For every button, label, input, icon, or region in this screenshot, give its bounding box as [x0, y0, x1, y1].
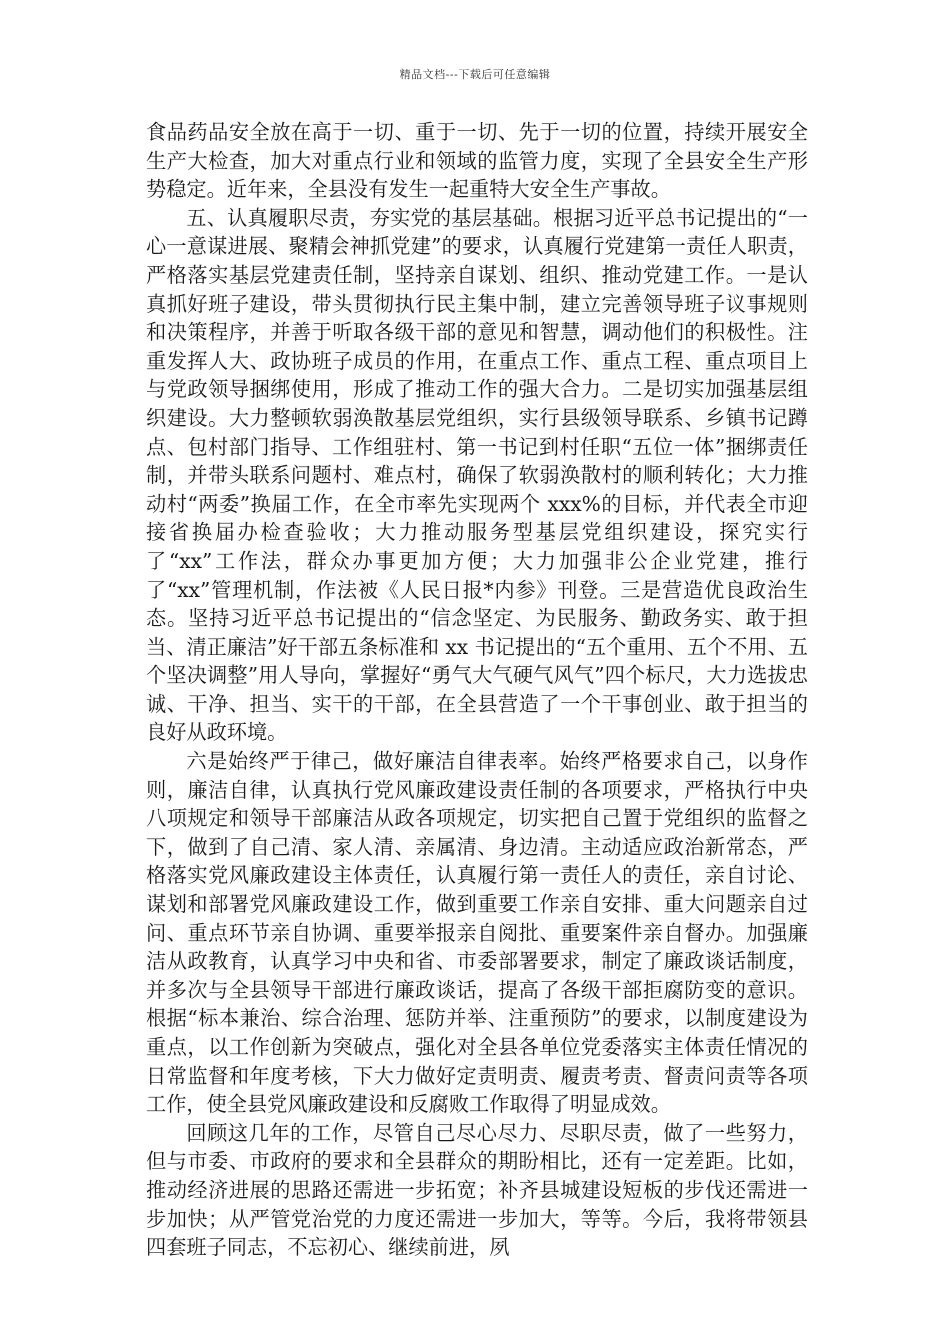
- paragraph: 六是始终严于律己，做好廉洁自律表率。始终严格要求自己，以身作则，廉洁自律，认真执行党风廉政建设责任制的各项要求，严格执行中央八项规定和领导干部廉洁从政各项规定，切实把自己置于党组织的监督之下，做到了自己清、家人清、亲属清、身边清。主动适应政治新常态，严格落实党风廉政建设主体责任，认真履行第一责任人的责任，亲自讨论、谋划和部署党风廉政建设工作，做到重要工作亲自安排、重大问题亲自过问、重点环节亲自协调、重要举报亲自阅批、重要案件亲自督办。加强廉洁从政教育，认真学习中央和省、市委部署要求，制定了廉政谈话制度，并多次与全县领导干部进行廉政谈话，提高了各级干部拒腐防变的意识。根据“标本兼治、综合治理、惩防并举、注重预防”的要求，以制度建设为重点，以工作创新为突破点，强化对全县各单位党委落实主体责任情况的日常监督和年度考核，下大力做好定责明责、履责考责、督责问责等各项工作，使全县党风廉政建设和反腐败工作取得了明显成效。: [146, 749, 808, 1117]
- paragraph: 回顾这几年的工作，尽管自己尽心尽力、尽职尽责，做了一些努力，但与市委、市政府的要求和全县群众的期盼相比，还有一定差距。比如，推动经济进展的思路还需进一步拓宽；补齐县城建设短板的步伐还需进一步加快；从严管党治党的力度还需进一步加大，等等。今后，我将带领县四套班子同志，不忘初心、继续前进，夙: [146, 1120, 808, 1260]
- paragraph: 食品药品安全放在高于一切、重于一切、先于一切的位置，持续开展安全生产大检查，加大对重点行业和领域的监管力度，实现了全县安全生产形势稳定。近年来，全县没有发生一起重特大安全生产事故。: [146, 120, 808, 202]
- page-header: 精品文档---下载后可任意编辑: [399, 68, 551, 81]
- paragraph: 五、认真履职尽责，夯实党的基层基础。根据习近平总书记提出的“一心一意谋进展、聚精会神抓党建”的要求，认真履行党建第一责任人职责，严格落实基层党建责任制，坚持亲自谋划、组织、推动党建工作。一是认真抓好班子建设，带头贯彻执行民主集中制，建立完善领导班子议事规则和决策程序，并善于听取各级干部的意见和智慧，调动他们的积极性。注重发挥人大、政协班子成员的作用，在重点工作、重点工程、重点项目上与党政领导捆绑使用，形成了推动工作的强大合力。二是切实加强基层组织建设。大力整顿软弱涣散基层党组织，实行县级领导联系、乡镇书记蹲点、包村部门指导、工作组驻村、第一书记到村任职“五位一体”捆绑责任制，并带头联系问题村、难点村，确保了软弱涣散村的顺利转化；大力推动村“两委”换届工作，在全市率先实现两个 xxx%的目标，并代表全市迎接省换届办检查验收；大力推动服务型基层党组织建设，探究实行了“xx”工作法，群众办事更加方便；大力加强非公企业党建，推行了“xx”管理机制，作法被《人民日报*内参》刊登。三是营造优良政治生态。坚持习近平总书记提出的“信念坚定、为民服务、勤政务实、敢于担当、清正廉洁”好干部五条标准和 xx 书记提出的“五个重用、五个不用、五个坚决调整”用人导向，掌握好“勇气大气硬气风气”四个标尺，大力选拔忠诚、干净、担当、实干的干部，在全县营造了一个干事创业、敢于担当的良好从政环境。: [146, 205, 808, 745]
- document-body: [146, 118, 808, 1262]
